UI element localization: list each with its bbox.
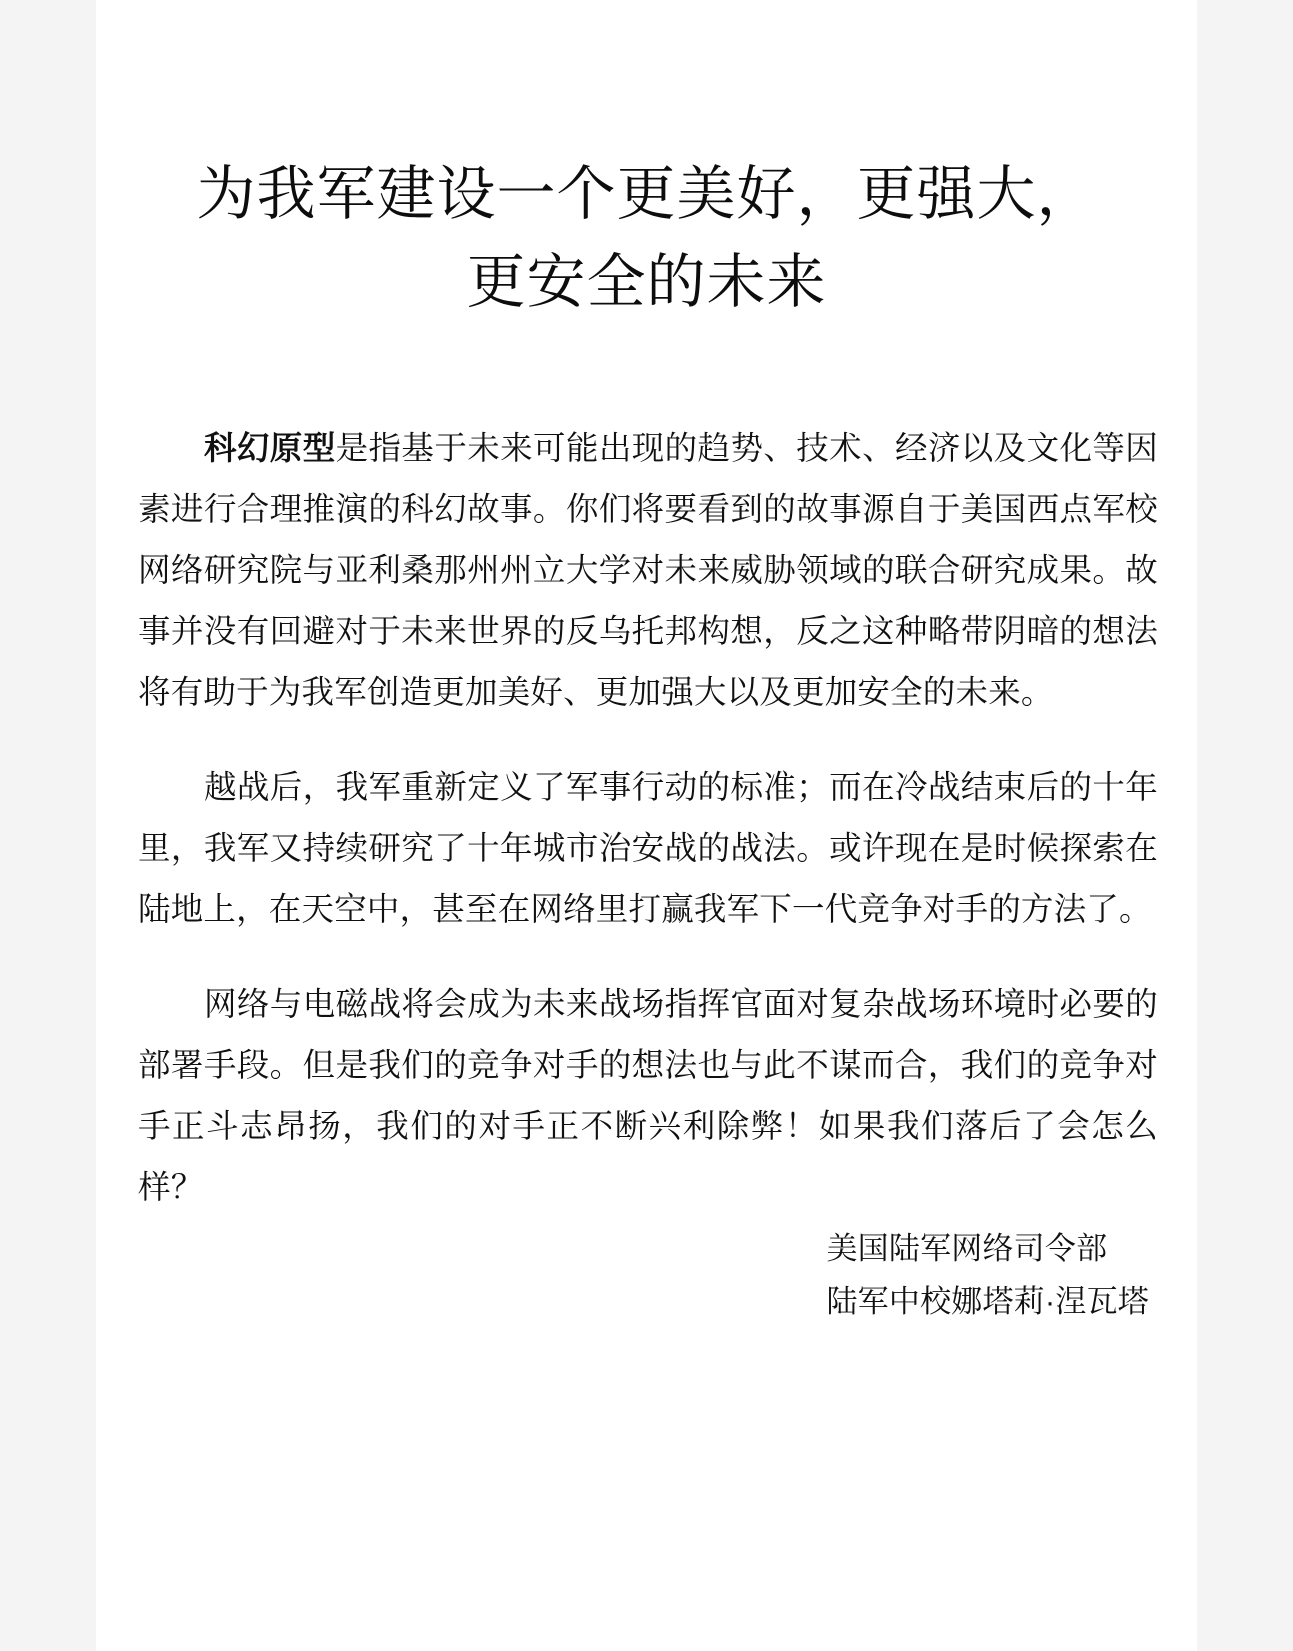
paragraph-2: [138, 757, 1158, 940]
paragraph-3: [138, 974, 1158, 1218]
document-title: [136, 148, 1157, 328]
paragraph-1: [138, 418, 1158, 723]
paragraph-1-text: 是指基于未来可能出现的趋势、技术、经济以及文化等因素进行合理推演的科幻故事。你们将要看到的故事源自于美国西点军校网络研究院与亚利桑那州州立大学对未来威胁领域的联合研究成果。故事并没有回避对于未来世界的反乌托邦构想，反之这种略带阴暗的想法将有助于为我军创造更加美好、更加强大以及更加安全的未来。: [138, 430, 1158, 710]
document-sheet: [96, 0, 1197, 1651]
signature-organization: 美国陆军网络司令部: [826, 1231, 1108, 1266]
paragraph-1-lead-term: 科幻原型: [204, 430, 336, 466]
document-body: [138, 418, 1158, 1218]
title-line-1: 为我军建设一个更美好，更强大，: [196, 161, 1097, 227]
title-line-2: 更安全的未来: [466, 249, 827, 316]
paragraph-3-text: 网络与电磁战将会成为未来战场指挥官面对复杂战场环境时必要的部署手段。但是我们的竞争对手的想法也与此不谋而合，我们的竞争对手正斗志昂扬，我们的对手正不断兴利除弊！如果我们落后了会怎么样？: [138, 986, 1158, 1205]
signature-block: [826, 1222, 1149, 1328]
document-content: [96, 0, 1197, 1651]
paragraph-2-text: 越战后，我军重新定义了军事行动的标准；而在冷战结束后的十年里，我军又持续研究了十年城市治安战的战法。或许现在是时候探索在陆地上，在天空中，甚至在网络里打赢我军下一代竞争对手的方法了。: [138, 769, 1158, 927]
signature-author: 陆军中校娜塔莉·涅瓦塔: [826, 1284, 1149, 1319]
